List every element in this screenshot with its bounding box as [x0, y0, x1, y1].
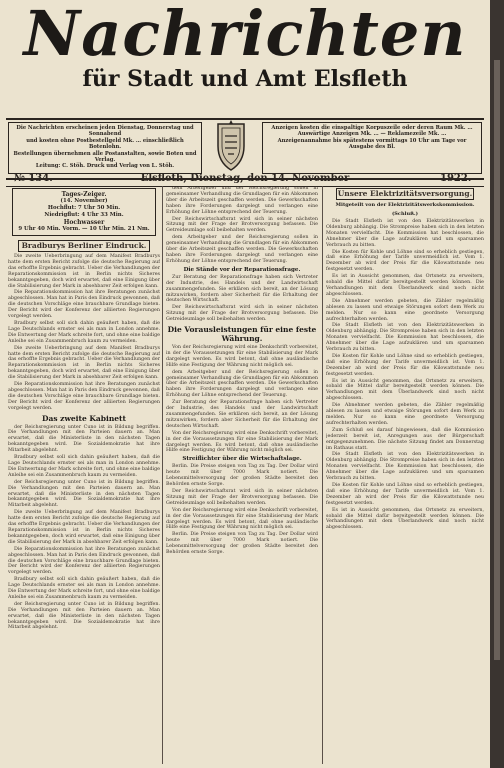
- article-paragraph: Die zweite Ueberbringung auf dem Manifest Bradburys hatte dem ersten Bericht zufolge die deutsche Regierung auf das erhoffte Ergebnis gebracht. Ueber die Verhandlungen der Reparationskommission ist in Berlin nichts Sicheres bekanntgegeben, doch wird erwartet, daß eine Einigung über die Stabilisierung der Mark in absehbarer Zeit erfolgen kann.: [8, 510, 160, 545]
- tide-box-title: Tages-Zeiger.: [61, 191, 107, 198]
- advertising-line-1: Anzeigen kosten die einspaltige Korpuszeile oder deren Raum Mk. …: [271, 125, 473, 131]
- advertising-line-2: Auswärtige Anzeigen Mk. … — Reklamezeile Mk. …: [297, 131, 447, 138]
- article-paragraph: Der Reichswirtschaftsrat wird sich in seiner nächsten Sitzung mit der Frage der Brotversorgung befassen. Die Getreideumlage soll beibehalten werden.: [166, 216, 318, 234]
- tide-high: Hochflut: 7 Uhr 50 Min.: [47, 205, 121, 211]
- tide-box: [12, 188, 156, 236]
- masthead-title: Nachrichten: [23, 0, 467, 70]
- article-paragraph: Die zweite Ueberbringung auf dem Manifest Bradburys hatte dem ersten Bericht zufolge die deutsche Regierung auf das erhoffte Ergebnis gebracht. Ueber die Verhandlungen der Reparationskommission ist in Berlin nichts Sicheres bekanntgegeben, doch wird erwartet, daß eine Einigung über die Stabilisierung der Mark in absehbarer Zeit erfolgen kann.: [8, 254, 160, 289]
- subscription-info-box: [8, 122, 202, 174]
- article-paragraph: Berlin. Die Preise steigen von Tag zu Tag. Der Dollar wird heute mit über 7000 Mark notiert. Die Lebensmittelversorgung der großen Städte bereitet den Behörden ernste Sorge.: [166, 464, 318, 488]
- article-paragraph: Die Abnehmer werden gebeten, die Zähler regelmäßig ablesen zu lassen und etwaige Störungen sofort dem Werk zu melden. Nur so kann eine geordnete Versorgung aufrechterhalten werden.: [326, 403, 484, 426]
- article-paragraph: dem Arbeitgeber und der Reichsregierung sollen in gemeinsamer Verhandlung die Grundlagen für ein Abkommen über die Arbeitszeit geschaffen werden. Die Gewerkschaften haben ihre Forderungen dargelegt und verlangen eine Erhöhung der Löhne entsprechend der Teuerung.: [166, 186, 318, 215]
- subscription-line-3: Bestellungen übernehmen alle Postanstalten, sowie Boten und Verlag.: [13, 150, 197, 164]
- issue-date: Elsfleth, Dienstag, den 14. November: [140, 173, 350, 184]
- article-paragraph: Berlin. Die Preise steigen von Tag zu Tag. Der Dollar wird heute mit über 7000 Mark notiert. Die Lebensmittelversorgung der großen Städte bereitet den Behörden ernste Sorge.: [166, 532, 318, 556]
- column-2: [166, 186, 318, 764]
- article-paragraph: Bradbury selbst soll sich dahin geäußert haben, daß die Lage Deutschlands ernster sei als man in London annehme. Die Entwertung der Mark schreite fort, und ohne eine baldige Anleihe sei ein Zusammenbruch kaum zu vermeiden.: [8, 577, 160, 600]
- article-paragraph: Die Stadt Elsfleth ist von den Elektrizitätswerken in Oldenburg abhängig. Die Strompreise haben sich in den letzten Monaten vervielfacht. Die Kommission hat beschlossen, die Abnehmer über die Lage aufzuklären und um sparsamen Verbrauch zu bitten.: [326, 323, 484, 353]
- article-intro-continued: (Schluß.): [391, 211, 419, 217]
- column-1: [8, 186, 160, 764]
- article-paragraph: Zum Schluß sei darauf hingewiesen, daß die Kommission jederzeit bereit ist, Anregungen aus der Bürgerschaft entgegenzunehmen. Die nächste Sitzung findet am Donnerstag im Rathaus statt.: [326, 427, 484, 451]
- article-headline-currency: Die Vorausleistungen für eine feste Währung.: [167, 325, 317, 344]
- article-paragraph: dem Arbeitgeber und der Reichsregierung sollen in gemeinsamer Verhandlung die Grundlagen für ein Abkommen über die Arbeitszeit geschaffen werden. Die Gewerkschaften haben ihre Forderungen dargelegt und verlangen eine Erhöhung der Löhne entsprechend der Teuerung.: [166, 369, 318, 399]
- article-paragraph: Die Reparationskommission hat ihre Beratungen zunächst abgeschlossen. Man hat in Paris den Eindruck gewonnen, daß die deutschen Vorschläge eine brauchbare Grundlage bieten. Der Bericht wird der Konferenz der alliierten Regierungen vorgelegt werden.: [8, 382, 160, 411]
- article-paragraph: Die Reparationskommission hat ihre Beratungen zunächst abgeschlossen. Man hat in Paris den Eindruck gewonnen, daß die deutschen Vorschläge eine brauchbare Grundlage bieten. Der Bericht wird der Konferenz der alliierten Regierungen vorgelegt werden.: [8, 290, 160, 320]
- article-subhead-economy: Streiflichter über die Wirtschaftslage.: [182, 456, 302, 463]
- binding-gutter: [494, 60, 500, 660]
- article-paragraph: Die Kosten für Kohle und Löhne sind so erheblich gestiegen, daß eine Erhöhung der Tarife unvermeidlich ist. Vom 1. Dezember ab wird der Preis für die Kilowattstunde neu festgesetzt werden.: [326, 249, 484, 273]
- advertising-info-box: [262, 122, 482, 174]
- article-paragraph: Zur Beratung der Reparationsfrage haben sich Vertreter der Industrie, des Handels und der Landwirtschaft zusammengefunden. Sie erklären sich bereit, an der Lösung mitzuwirken, fordern aber Sicherheit für die Erhaltung der deutschen Wirtschaft.: [166, 400, 318, 429]
- article-headline-bradbury: Bradburys Berliner Eindruck.: [18, 240, 150, 252]
- article-paragraph: Bradbury selbst soll sich dahin geäußert haben, daß die Lage Deutschlands ernster sei als man in London annehme. Die Entwertung der Mark schreite fort, und ohne eine baldige Anleihe sei ein Zusammenbruch kaum zu vermeiden.: [8, 455, 160, 478]
- article-paragraph: Die zweite Ueberbringung auf dem Manifest Bradburys hatte dem ersten Bericht zufolge die deutsche Regierung auf das erhoffte Ergebnis gebracht. Ueber die Verhandlungen der Reparationskommission ist in Berlin nichts Sicheres bekanntgegeben, doch wird erwartet, daß eine Einigung über die Stabilisierung der Mark in absehbarer Zeit erfolgen kann.: [8, 345, 160, 381]
- article-paragraph: der Reichsregierung unter Cuno ist in Bildung begriffen. Die Verhandlungen mit den Parteien dauern an. Man erwartet, daß die Ministerliste in den nächsten Tagen bekanntgegeben wird. Die Sozialdemokratie hat ihre Mitarbeit abgelehnt.: [8, 601, 160, 631]
- column-3: [326, 186, 484, 764]
- article-paragraph: der Reichsregierung unter Cuno ist in Bildung begriffen. Die Verhandlungen mit den Parteien dauern an. Man erwartet, daß die Ministerliste in den nächsten Tagen bekanntgegeben wird. Die Sozialdemokratie hat ihre Mitarbeit abgelehnt.: [8, 479, 160, 509]
- article-paragraph: Die Stadt Elsfleth ist von den Elektrizitätswerken in Oldenburg abhängig. Die Strompreise haben sich in den letzten Monaten vervielfacht. Die Kommission hat beschlossen, die Abnehmer über die Lage aufzuklären und um sparsamen Verbrauch zu bitten.: [326, 452, 484, 482]
- issue-number: № 134.: [14, 173, 53, 184]
- article-paragraph: der Reichsregierung unter Cuno ist in Bildung begriffen. Die Verhandlungen mit den Parteien dauern an. Man erwartet, daß die Ministerliste in den nächsten Tagen bekanntgegeben wird. Die Sozialdemokratie hat ihre Mitarbeit abgelehnt.: [8, 424, 160, 454]
- issue-year: 1922.: [440, 173, 472, 184]
- article-paragraph: Von der Reichsregierung wird eine Denkschrift vorbereitet, in der die Voraussetzungen für eine Stabilisierung der Mark dargelegt werden. Es wird betont, daß ohne ausländische Hilfe eine Festigung der Währung nicht möglich sei.: [166, 430, 318, 454]
- tide-box-date: (14. November): [60, 198, 108, 204]
- article-paragraph: Von der Reichsregierung wird eine Denkschrift vorbereitet, in der die Voraussetzungen für eine Stabilisierung der Mark dargelegt werden. Es wird betont, daß ohne ausländische Hilfe eine Festigung der Währung nicht möglich sei.: [166, 345, 318, 368]
- subscription-line-1: Die Nachrichten erscheinen jeden Dienstag, Donnerstag und Sonnabend: [16, 125, 194, 138]
- subscription-line-4: Leitung: C. Stöh. Druck und Verlag von L. Stöh.: [35, 163, 175, 170]
- article-paragraph: Die Kosten für Kohle und Löhne sind so erheblich gestiegen, daß eine Erhöhung der Tarife unvermeidlich ist. Vom 1. Dezember ab wird der Preis für die Kilowattstunde neu festgesetzt werden.: [326, 353, 484, 377]
- article-paragraph: Die Kosten für Kohle und Löhne sind so erheblich gestiegen, daß eine Erhöhung der Tarife unvermeidlich ist. Vom 1. Dezember ab wird der Preis für die Kilowattstunde neu festgesetzt werden.: [326, 482, 484, 506]
- article-paragraph: Bradbury selbst soll sich dahin geäußert haben, daß die Lage Deutschlands ernster sei als man in London annehme. Die Entwertung der Mark schreite fort, und ohne eine baldige Anleihe sei ein Zusammenbruch kaum zu vermeiden.: [8, 320, 160, 344]
- article-paragraph: Es ist in Aussicht genommen, das Ortsnetz zu erweitern, sobald die Mittel dafür bereitgestellt werden können. Die Verhandlungen mit dem Überlandwerk sind noch nicht abgeschlossen.: [326, 378, 484, 402]
- article-paragraph: dem Arbeitgeber und der Reichsregierung sollen in gemeinsamer Verhandlung die Grundlagen für ein Abkommen über die Arbeitszeit geschaffen werden. Die Gewerkschaften haben ihre Forderungen dargelegt und verlangen eine Erhöhung der Löhne entsprechend der Teuerung.: [166, 235, 318, 264]
- article-subhead-estates: Die Stände vor der Reparationsfrage.: [183, 266, 301, 273]
- tide-water: 9 Uhr 40 Min. Vorm. — 10 Uhr Min. 21 Nm.: [18, 226, 150, 232]
- column-divider-1: [162, 186, 163, 764]
- tide-low: Niedrigflut: 4 Uhr 33 Min.: [44, 212, 124, 218]
- article-paragraph: Die Stadt Elsfleth ist von den Elektrizitätswerken in Oldenburg abhängig. Die Strompreise haben sich in den letzten Monaten vervielfacht. Die Kommission hat beschlossen, die Abnehmer über die Lage aufzuklären und um sparsamen Verbrauch zu bitten.: [326, 219, 484, 248]
- article-paragraph: Zur Beratung der Reparationsfrage haben sich Vertreter der Industrie, des Handels und der Landwirtschaft zusammengefunden. Sie erklären sich bereit, an der Lösung mitzuwirken, fordern aber Sicherheit für die Erhaltung der deutschen Wirtschaft.: [166, 274, 318, 304]
- article-intro: Mitgeteilt von der Elektrizitätswerkskommission.: [335, 202, 475, 208]
- subscription-line-2: und kosten ohne Postbestellgeld Mk. … einschließlich Botenlohn.: [26, 137, 184, 151]
- column-divider-2: [322, 186, 323, 764]
- article-paragraph: Es ist in Aussicht genommen, das Ortsnetz zu erweitern, sobald die Mittel dafür bereitgestellt werden können. Die Verhandlungen mit dem Überlandwerk sind noch nicht abgeschlossen.: [326, 507, 484, 531]
- tide-box-heading: Hochwasser: [63, 219, 105, 226]
- article-paragraph: Der Reichswirtschaftsrat wird sich in seiner nächsten Sitzung mit der Frage der Brotversorgung befassen. Die Getreideumlage soll beibehalten werden.: [166, 488, 318, 506]
- article-paragraph: Die Reparationskommission hat ihre Beratungen zunächst abgeschlossen. Man hat in Paris den Eindruck gewonnen, daß die deutschen Vorschläge eine brauchbare Grundlage bieten. Der Bericht wird der Konferenz der alliierten Regierungen vorgelegt werden.: [8, 546, 160, 576]
- article-paragraph: Von der Reichsregierung wird eine Denkschrift vorbereitet, in der die Voraussetzungen für eine Stabilisierung der Mark dargelegt werden. Es wird betont, daß ohne ausländische Hilfe eine Festigung der Währung nicht möglich sei.: [166, 507, 318, 531]
- advertising-line-4: Ausgabe des Bl.: [348, 144, 396, 151]
- advertising-line-3: Anzeigenannahme bis spätestens vormittags 10 Uhr am Tage vor: [277, 137, 467, 144]
- article-subhead-cabinet: Das zweite Kabinett: [41, 413, 126, 423]
- coat-of-arms-icon: [212, 116, 250, 178]
- article-headline-electricity: Unsere Elektrizitätsversorgung.: [337, 189, 473, 198]
- article-paragraph: Es ist in Aussicht genommen, das Ortsnetz zu erweitern, sobald die Mittel dafür bereitgestellt werden können. Die Verhandlungen mit dem Überlandwerk sind noch nicht abgeschlossen.: [326, 274, 484, 297]
- article-paragraph: Die Abnehmer werden gebeten, die Zähler regelmäßig ablesen zu lassen und etwaige Störungen sofort dem Werk zu melden. Nur so kann eine geordnete Versorgung aufrechterhalten werden.: [326, 298, 484, 322]
- article-paragraph: Der Reichswirtschaftsrat wird sich in seiner nächsten Sitzung mit der Frage der Brotversorgung befassen. Die Getreideumlage soll beibehalten werden.: [166, 305, 318, 323]
- masthead-subtitle: für Stadt und Amt Elsfleth: [82, 66, 408, 92]
